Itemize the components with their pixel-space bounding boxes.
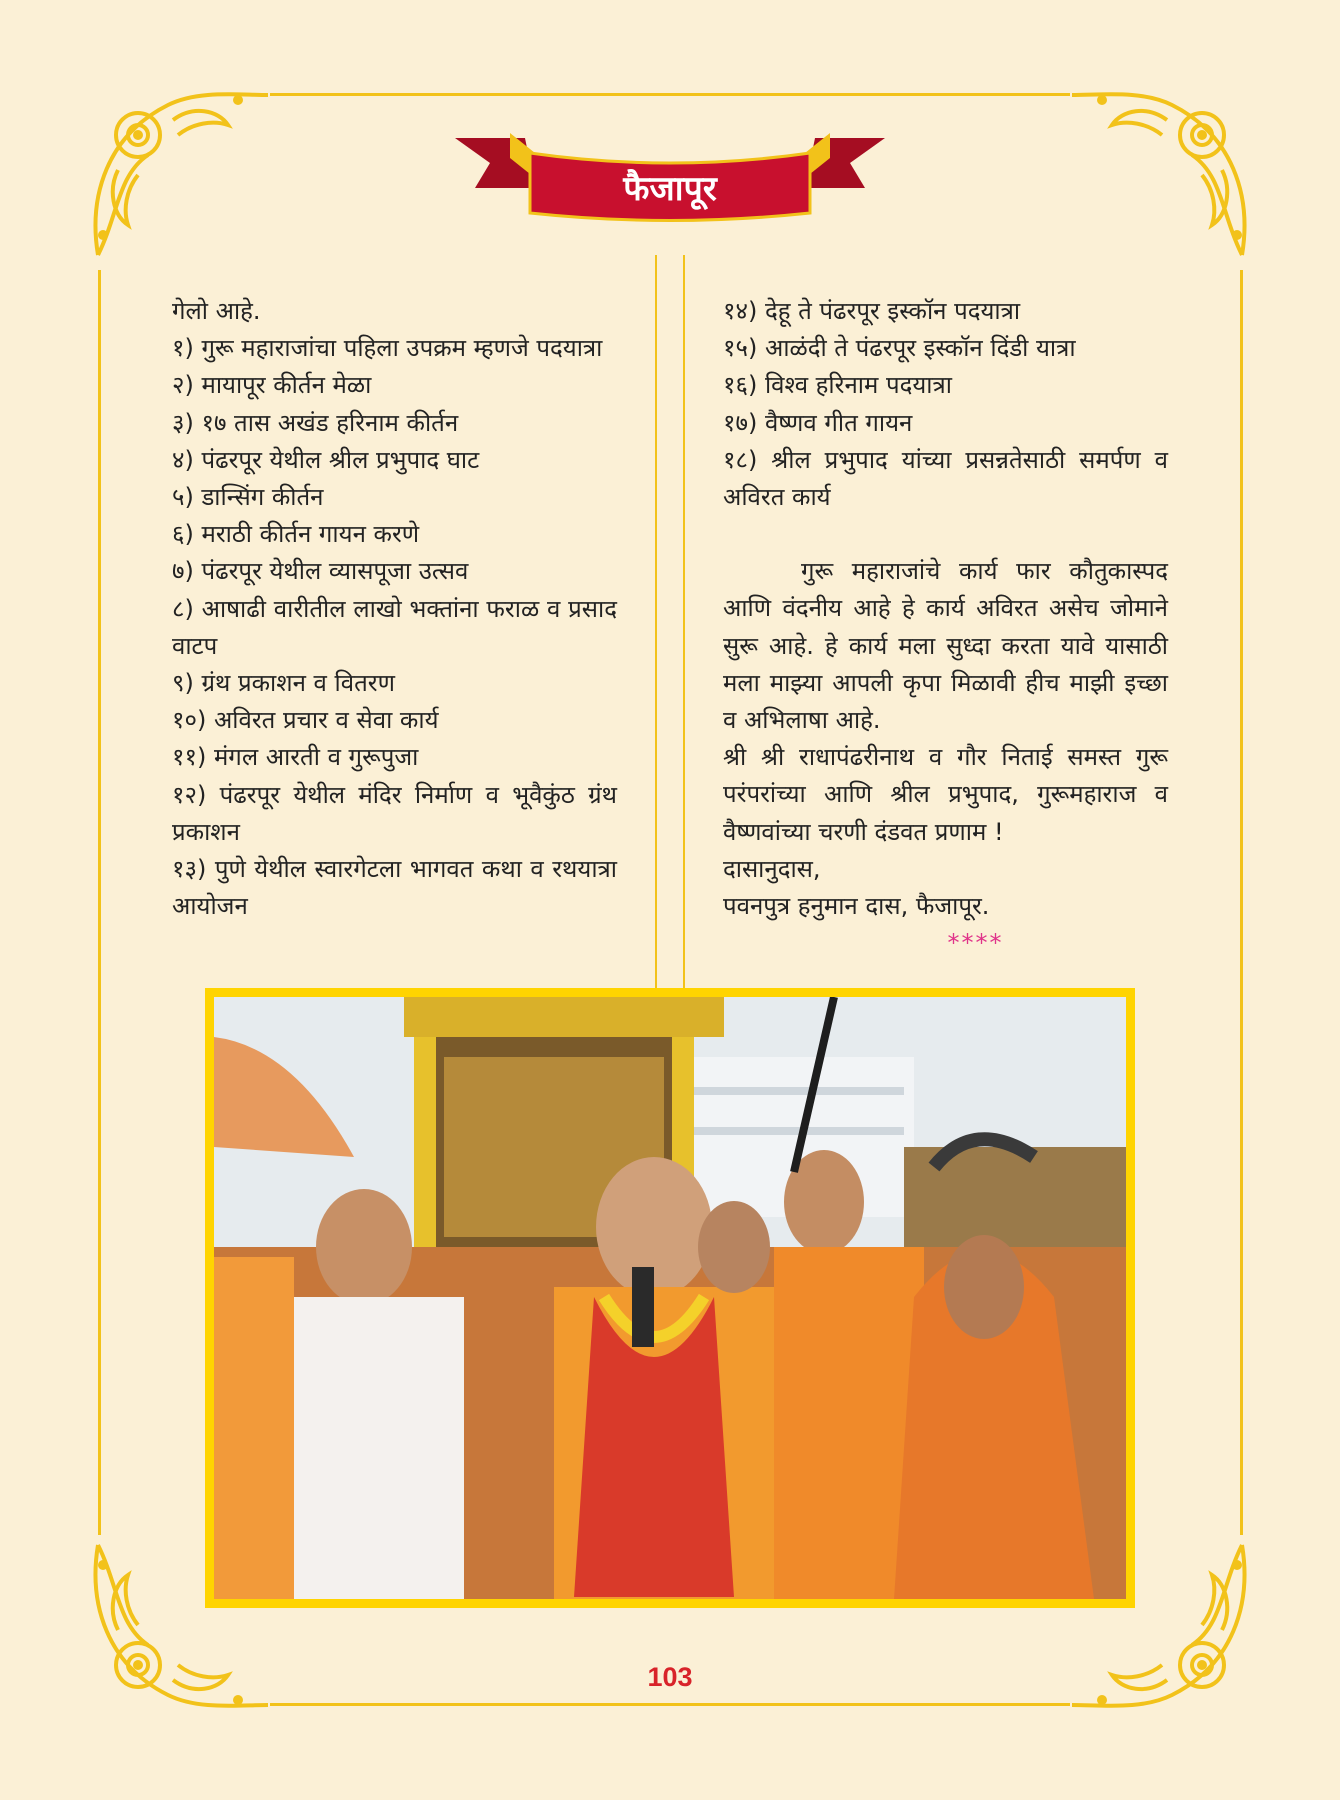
left-border-line [98, 270, 101, 1535]
list-item: ४) पंढरपूर येथील श्रील प्रभुपाद घाट [172, 445, 480, 474]
top-right-ornament [1062, 75, 1262, 275]
page-title: फैजापूर [623, 169, 717, 209]
list-item: ५) डान्सिंग कीर्तन [172, 483, 324, 512]
right-text-column [723, 293, 1168, 962]
author-name: पवनपुत्र हनुमान दास, फैजापूर. [723, 892, 990, 921]
photo-frame [205, 988, 1135, 1608]
list-item: १०) अविरत प्रचार व सेवा कार्य [172, 706, 439, 735]
text-line: गेलो आहे. [172, 297, 261, 325]
left-text-column [172, 293, 617, 925]
list-item: १५) आळंदी ते पंढरपूर इस्कॉन दिंडी यात्रा [723, 334, 1076, 363]
list-item: २) मायापूर कीर्तन मेळा [172, 371, 372, 400]
list-item: १) गुरू महाराजांचा पहिला उपक्रम म्हणजे पदयात्रा [172, 334, 603, 363]
section-end-stars: **** [947, 929, 1004, 958]
list-item: १८) श्रील प्रभुपाद यांच्या प्रसन्नतेसाठी समर्पण व अविरत कार्य [723, 445, 1168, 512]
procession-photo [214, 997, 1126, 1599]
list-item: १३) पुणे येथील स्वारगेटला भागवत कथा व रथयात्रा आयोजन [172, 855, 617, 921]
list-item: ६) मराठी कीर्तन गायन करणे [172, 520, 420, 549]
closing-paragraph: गुरू महाराजांचे कार्य फार कौतुकास्पद आणि वंदनीय आहे हे कार्य अविरत असेच जोमाने सुरू आहे. हे कार्य मला सुध्दा करता यावे यासाठी मला माझ्या आपली कृपा मिळावी हीच माझी इच्छा व अभिलाषा आहे. [723, 557, 1168, 735]
list-item: १६) विश्व हरिनाम पदयात्रा [723, 371, 952, 400]
list-item: ९) ग्रंथ प्रकाशन व वितरण [172, 669, 395, 698]
list-item: १४) देहू ते पंढरपूर इस्कॉन पदयात्रा [723, 297, 1021, 325]
list-item: १७) वैष्णव गीत गायन [723, 408, 913, 437]
salutation-paragraph: श्री श्री राधापंढरीनाथ व गौर निताई समस्त गुरू परंपरांच्या आणि श्रील प्रभुपाद, गुरूमहाराज व वैष्णवांच्या चरणी दंडवत प्रणाम ! [723, 743, 1168, 846]
list-item: ७) पंढरपूर येथील व्यासपूजा उत्सव [172, 557, 469, 586]
list-item: ११) मंगल आरती व गुरूपुजा [172, 743, 419, 772]
right-border-line [1240, 270, 1243, 1535]
top-border-line [270, 93, 1070, 96]
list-item: ८) आषाढी वारीतील लाखो भक्तांना फराळ व प्रसाद वाटप [172, 594, 617, 660]
signoff-line: दासानुदास, [723, 854, 821, 883]
list-item: १२) पंढरपूर येथील मंदिर निर्माण व भूवैकुंठ ग्रंथ प्रकाशन [172, 780, 617, 846]
page-number: 103 [647, 1662, 693, 1692]
list-item: ३) १७ तास अखंड हरिनाम कीर्तन [172, 408, 459, 437]
column-divider [655, 255, 685, 990]
bottom-border-line [270, 1703, 1070, 1706]
top-left-ornament [78, 75, 278, 275]
